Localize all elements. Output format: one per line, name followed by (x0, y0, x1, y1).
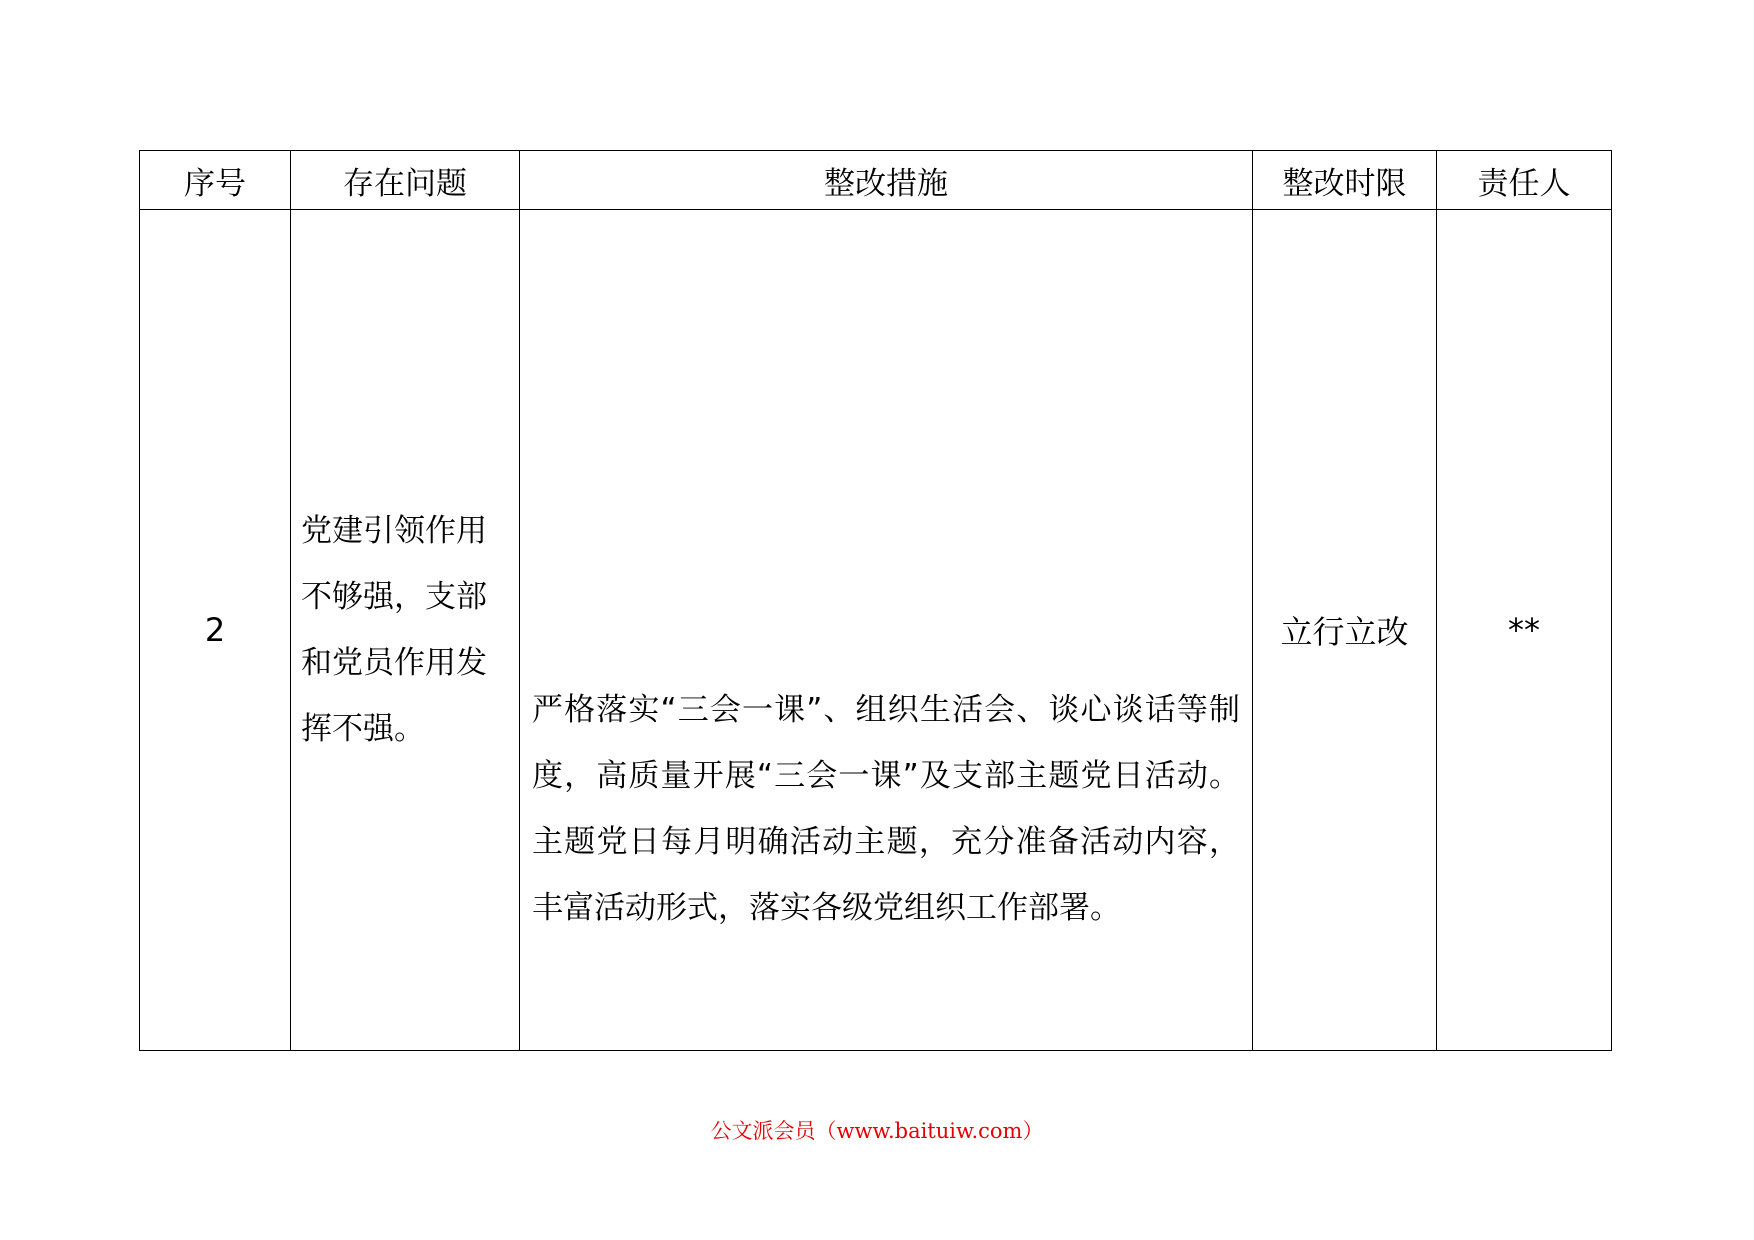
table-row (140, 210, 1612, 1051)
cell-deadline: 立行立改 (1253, 210, 1437, 1051)
cell-problem: 党建引领作用不够强，支部和党员作用发挥不强。 (291, 210, 520, 1051)
header-deadline: 整改时限 (1253, 151, 1437, 210)
footer-watermark-link[interactable]: 公文派会员（www.baituiw.com） (710, 1119, 1044, 1143)
header-owner: 责任人 (1437, 151, 1612, 210)
header-measures: 整改措施 (520, 151, 1253, 210)
cell-measures (520, 210, 1253, 1051)
rectification-table (139, 150, 1612, 1051)
cell-seq: 2 (140, 210, 291, 1051)
cell-owner: ** (1437, 210, 1612, 1051)
header-problem: 存在问题 (291, 151, 520, 210)
header-seq: 序号 (140, 151, 291, 210)
measures-text: 严格落实“三会一课”、组织生活会、谈心谈话等制度，高质量开展“三会一课”及支部主题党日活动。主题党日每月明确活动主题，充分准备活动内容，丰富活动形式，落实各级党组织工作部署。 (532, 692, 1240, 926)
table-header-row (140, 151, 1612, 210)
